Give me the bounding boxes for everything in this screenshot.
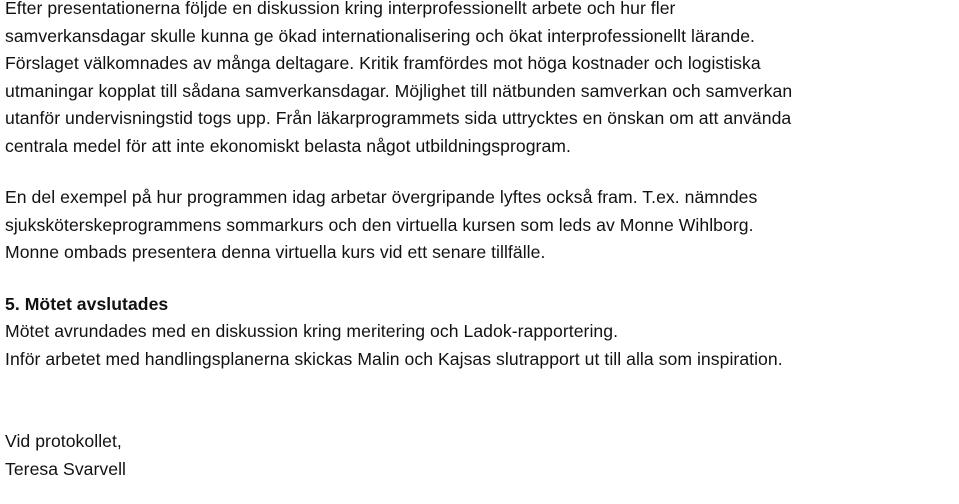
paragraph-line: samverkansdagar skulle kunna ge ökad internationalisering och ökat interprofessionellt lärande.: [5, 25, 755, 46]
discussion-paragraph: [5, 0, 959, 160]
signature-closing: Vid protokollet,: [5, 431, 122, 451]
section-heading: 5. Mötet avslutades: [5, 293, 169, 314]
document-page: [5, 0, 959, 483]
paragraph-line: sjuksköterskeprogrammens sommarkurs och den virtuella kursen som leds av Monne Wihlborg.: [5, 214, 754, 235]
paragraph-line: utanför undervisningstid togs upp. Från läkarprogrammets sida uttrycktes en önskan om att använda: [5, 108, 792, 128]
paragraph-line: Monne ombads presentera denna virtuella kurs vid ett senare tillfälle.: [5, 242, 546, 262]
paragraph-line: Förslaget välkomnades av många deltagare. Kritik framfördes mot höga kostnader och logistiska: [5, 53, 761, 73]
paragraph-line: utmaningar kopplat till sådana samverkansdagar. Möjlighet till nätbunden samverkan och samverkan: [5, 80, 793, 101]
paragraph-line: Inför arbetet med handlingsplanerna skickas Malin och Kajsas slutrapport ut till alla som inspiration.: [5, 348, 783, 369]
examples-paragraph: [5, 184, 959, 267]
paragraph-line: Mötet avrundades med en diskussion kring meritering och Ladok-rapportering.: [5, 321, 619, 341]
paragraph-spacer: [5, 267, 959, 291]
paragraph-spacer: [5, 373, 959, 428]
signature-block: [5, 428, 959, 483]
paragraph-line: centrala medel för att inte ekonomiskt belasta något utbildningsprogram.: [5, 135, 571, 156]
paragraph-line: En del exempel på hur programmen idag arbetar övergripande lyftes också fram. T.ex. nämndes: [5, 187, 758, 207]
section-5: [5, 291, 959, 374]
signature-name: Teresa Svarvell: [5, 458, 127, 479]
paragraph-line: Efter presentationerna följde en diskussion kring interprofessionellt arbete och hur fler: [5, 0, 676, 18]
paragraph-spacer: [5, 160, 959, 184]
